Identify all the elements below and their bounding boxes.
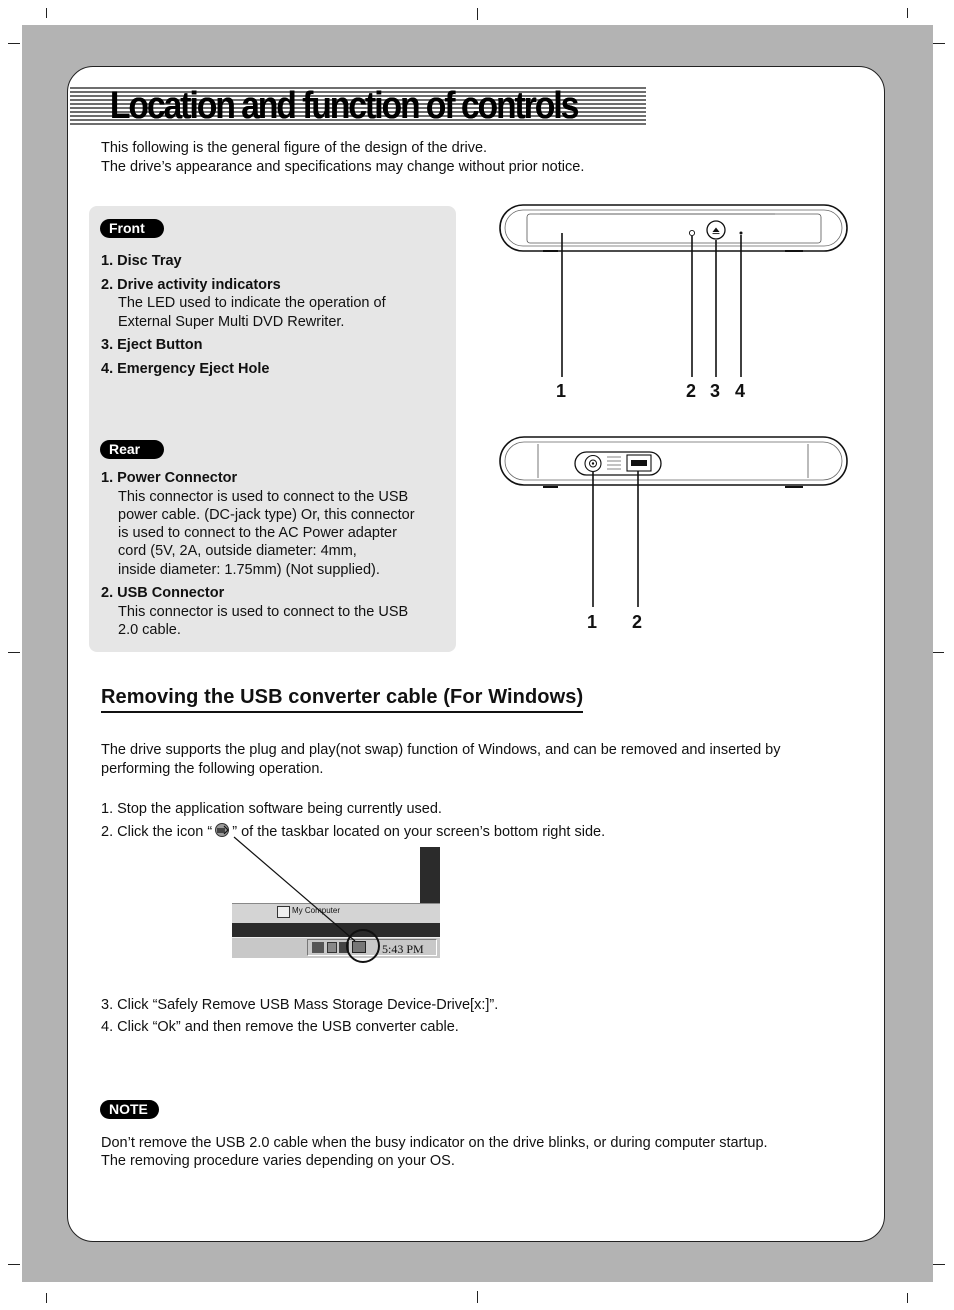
note-badge: NOTE xyxy=(100,1100,159,1119)
rear-item-desc: is used to connect to the AC Power adapter xyxy=(118,525,397,541)
front-callout-3: 3 xyxy=(710,381,721,401)
rear-item-desc: power cable. (DC-jack type) Or, this connector xyxy=(118,507,415,523)
front-item-emergency-eject: 4. Emergency Eject Hole xyxy=(101,361,270,377)
page-title: Location and function of controls xyxy=(110,85,578,127)
front-item-disc-tray: 1. Disc Tray xyxy=(101,253,182,269)
rear-callout-1: 1 xyxy=(587,612,598,632)
section-heading: Removing the USB converter cable (For Windows) xyxy=(101,684,583,713)
step-1: 1. Stop the application software being currently used. xyxy=(101,801,442,817)
rear-item-desc: This connector is used to connect to the USB xyxy=(118,489,409,505)
step-4: 4. Click “Ok” and then remove the USB converter cable. xyxy=(101,1019,459,1035)
front-item-eject-button: 3. Eject Button xyxy=(101,337,203,353)
step-2-text-after: ” of the taskbar located on your screen’s bottom right side. xyxy=(232,824,606,840)
my-computer-label: My Computer xyxy=(292,906,341,915)
step-3: 3. Click “Safely Remove USB Mass Storage Device-Drive[x:]”. xyxy=(101,997,499,1013)
front-item-desc: The LED used to indicate the operation of xyxy=(118,295,386,311)
front-callout-4: 4 xyxy=(735,381,746,401)
note-line-2: The removing procedure varies depending on your OS. xyxy=(101,1153,455,1169)
rear-item-desc: This connector is used to connect to the USB xyxy=(118,604,409,620)
clock: 5:43 PM xyxy=(382,942,424,956)
usb-intro-line-2: performing the following operation. xyxy=(101,761,324,777)
rear-badge: Rear xyxy=(100,440,164,459)
rear-item-usb-connector: 2. USB Connector xyxy=(101,585,225,601)
front-badge: Front xyxy=(100,219,164,238)
rear-item-desc: cord (5V, 2A, outside diameter: 4mm, xyxy=(118,543,357,559)
intro-line-2: The drive’s appearance and specifications may change without prior notice. xyxy=(101,159,585,175)
step-2-text-before: 2. Click the icon “ xyxy=(101,824,213,840)
rear-item-power-connector: 1. Power Connector xyxy=(101,470,238,486)
front-item-activity-indicators: 2. Drive activity indicators xyxy=(101,277,281,293)
usb-intro-line-1: The drive supports the plug and play(not swap) function of Windows, and can be removed and inserted by xyxy=(101,742,781,758)
rear-item-desc: 2.0 cable. xyxy=(118,622,181,638)
front-callout-1: 1 xyxy=(556,381,567,401)
intro-line-1: This following is the general figure of the design of the drive. xyxy=(101,140,488,156)
note-line-1: Don’t remove the USB 2.0 cable when the busy indicator on the drive blinks, or during computer startup. xyxy=(101,1135,768,1151)
rear-item-desc: inside diameter: 1.75mm) (Not supplied). xyxy=(118,562,380,578)
rear-callout-2: 2 xyxy=(632,612,643,632)
front-item-desc: External Super Multi DVD Rewriter. xyxy=(118,314,345,330)
front-callout-2: 2 xyxy=(686,381,697,401)
